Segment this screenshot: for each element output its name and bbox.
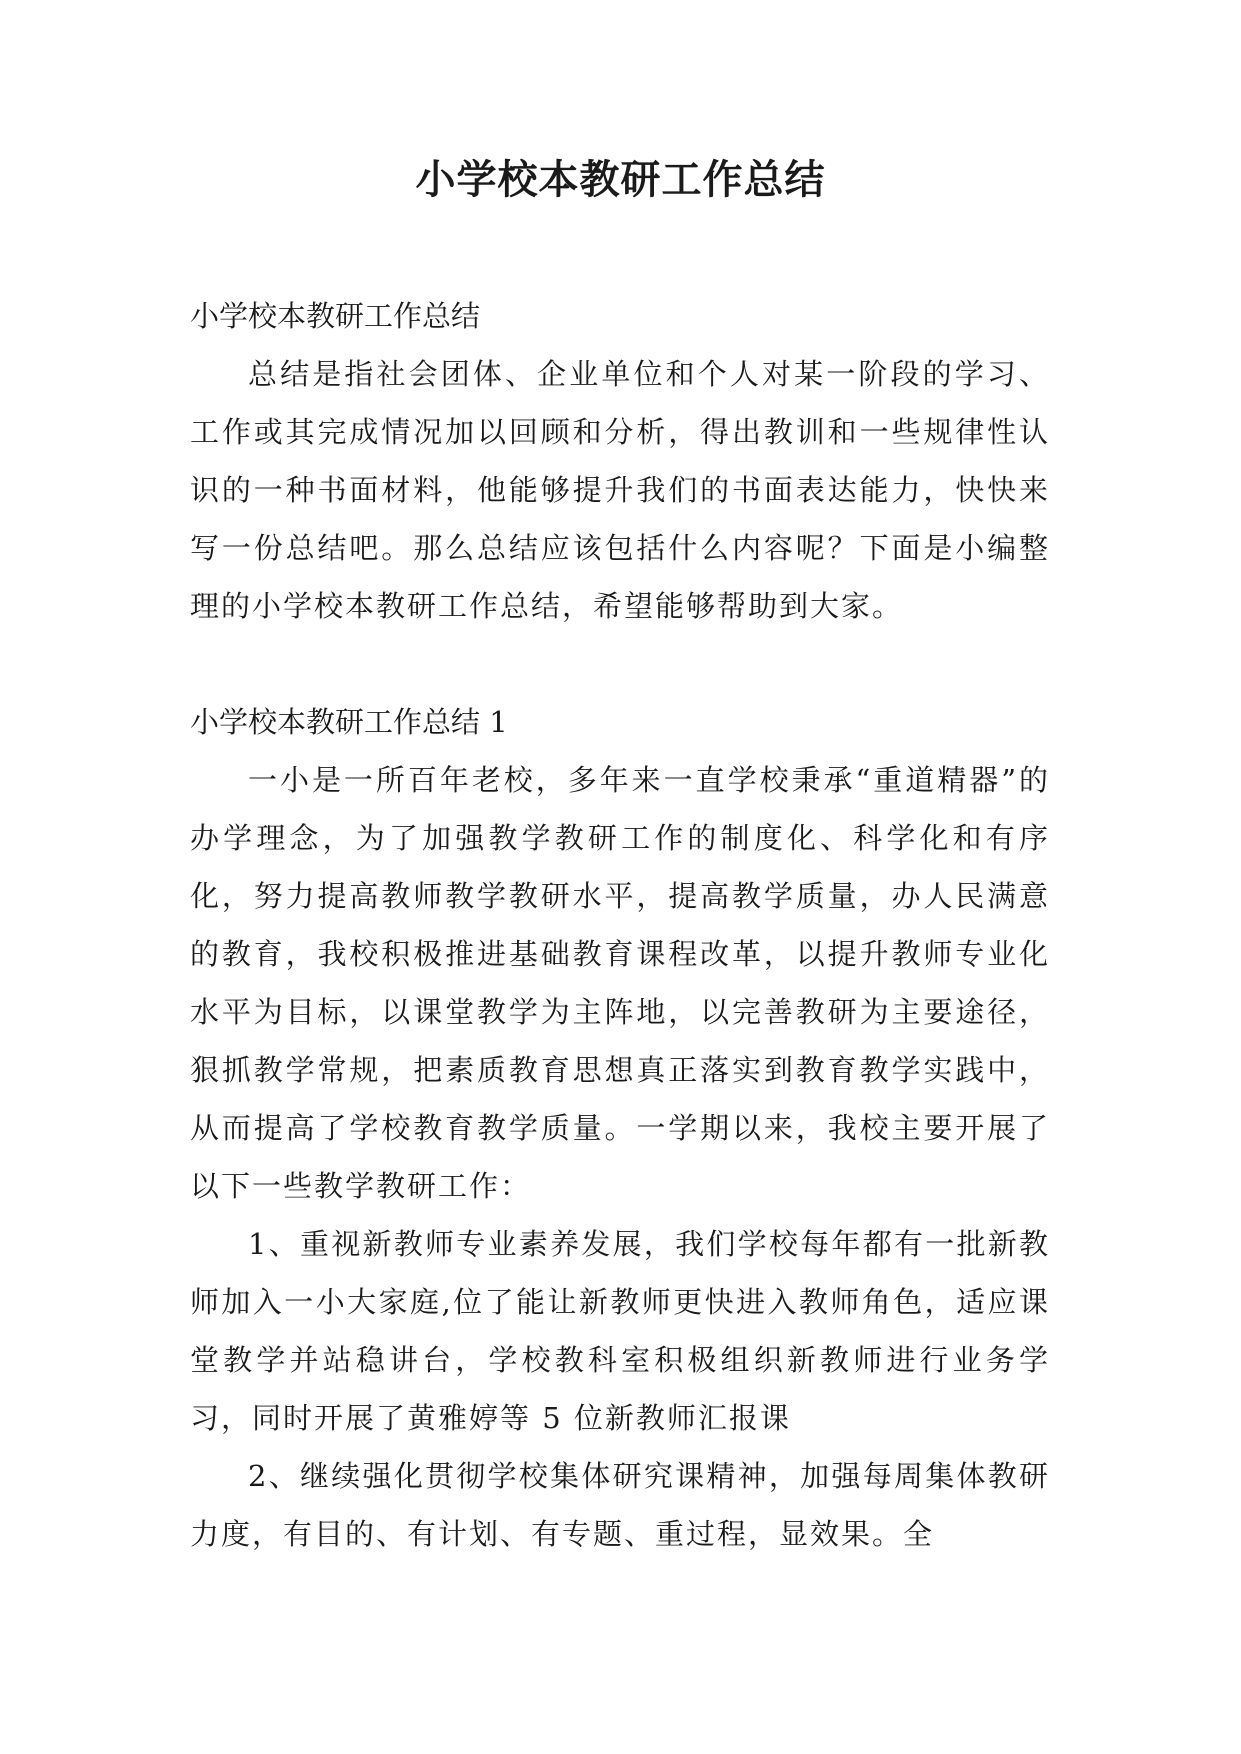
document-title: 小学校本教研工作总结 [415, 156, 826, 203]
section1-heading: 小学校本教研工作总结 1 [190, 705, 508, 739]
document-body [190, 287, 1050, 1563]
section1-paragraph-3: 2、继续强化贯彻学校集体研究课精神，加强每周集体教研力度，有目的、有计划、有专题、重过程，显效果。全 [190, 1459, 1050, 1551]
intro-paragraph: 总结是指社会团体、企业单位和个人对某一阶段的学习、工作或其完成情况加以回顾和分析，得出教训和一些规律性认识的一种书面材料，他能够提升我们的书面表达能力，快快来写一份总结吧。那么总结应该包括什么内容呢？下面是小编整理的小学校本教研工作总结，希望能够帮助到大家。 [190, 357, 1050, 623]
section1-paragraph-2: 1、重视新教师专业素养发展，我们学校每年都有一批新教师加入一小大家庭,位了能让新教师更快进入教师角色，适应课堂教学并站稳讲台，学校教科室积极组织新教师进行业务学习，同时开展了黄雅婷等 5 位新教师汇报课 [190, 1227, 1050, 1435]
section-spacer [190, 635, 1050, 693]
intro-heading: 小学校本教研工作总结 [190, 299, 481, 333]
section1-paragraph-1: 一小是一所百年老校，多年来一直学校秉承“重道精器”的办学理念，为了加强教学教研工作的制度化、科学化和有序化，努力提高教师教学教研水平，提高教学质量，办人民满意的教育，我校积极推进基础教育课程改革，以提升教师专业化水平为目标，以课堂教学为主阵地，以完善教研为主要途径，狠抓教学常规，把素质教育思想真正落实到教育教学实践中，从而提高了学校教育教学质量。一学期以来，我校主要开展了以下一些教学教研工作： [190, 763, 1050, 1203]
